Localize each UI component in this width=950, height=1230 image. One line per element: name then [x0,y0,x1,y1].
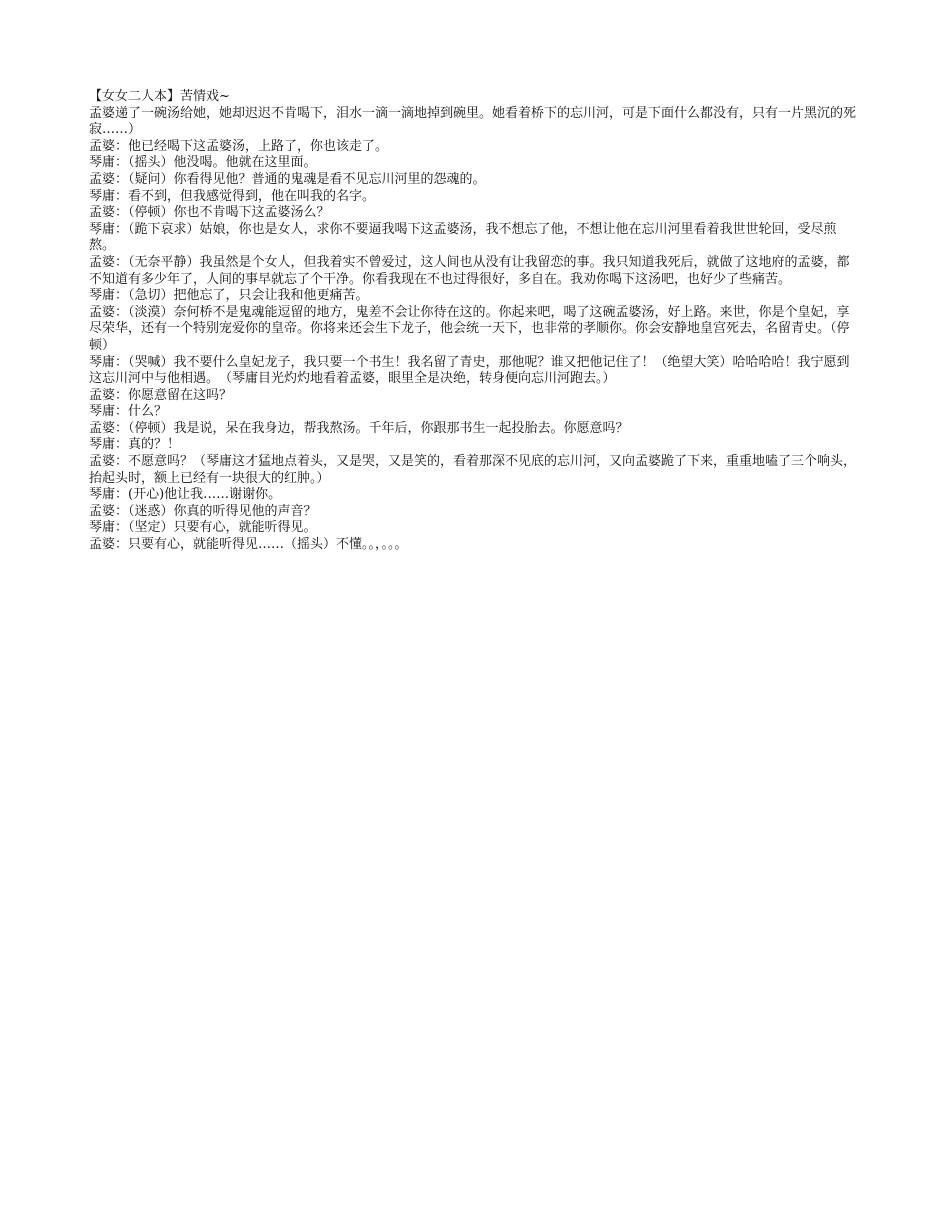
script-line: 孟婆：（淡漠）奈何桥不是鬼魂能逗留的地方，鬼差不会让你待在这的。你起来吧，喝了这碗孟婆汤，好上路。来世，你是个皇妃，享尽荣华，还有一个特别宠爱你的皇帝。你将来还会生下龙子，他会统一天下，也非常的孝顺你。你会安静地皇宫死去，名留青史。（停顿） [89,304,850,353]
script-line: 孟婆：他已经喝下这孟婆汤，上路了，你也该走了。 [89,138,389,154]
script-line: 琴庸：什么？ [89,404,168,420]
script-line: 孟婆：不愿意吗？（琴庸这才猛地点着头，又是哭，又是笑的，看着那深不见底的忘川河，又向孟婆跪了下来，重重地嗑了三个响头，抬起头时，额上已经有一块很大的红肿。） [89,454,857,486]
script-line: 孟婆递了一碗汤给她，她却迟迟不肯喝下，泪水一滴一滴地掉到碗里。她看着桥下的忘川河，可是下面什么都没有，只有一片黑沉的死寂……） [89,105,857,138]
script-line: 琴庸：（急切）把他忘了，只会让我和他更痛苦。 [89,288,369,304]
document-title: 【女女二人本】苦情戏~ [89,89,230,104]
script-line: 孟婆：（停顿）你也不肯喝下这孟婆汤么？ [89,205,330,221]
script-line: 孟婆：（无奈平静）我虽然是个女人，但我着实不曾爱过，这人间也从没有让我留恋的事。我只知道我死后，就做了这地府的孟婆，都不知道有多少年了，人间的事早就忘了个干净。你看我现在不也过得很好，多自在。我劝你喝下这汤吧，也好少了些痛苦。 [89,254,850,287]
script-line: 琴庸：（坚定）只要有心，就能听得见。 [89,520,317,536]
script-line: 琴庸：真的？！ [89,437,181,453]
script-line: 孟婆：（疑问）你看得见他？普通的鬼魂是看不见忘川河里的怨魂的。 [89,171,486,187]
script-line: 孟婆：（迷惑）你真的听得见他的声音？ [89,503,317,519]
script-line: 琴庸：（摇头）他没喝。他就在这里面。 [89,155,317,171]
script-line: 孟婆：你愿意留在这吗？ [89,387,233,403]
script-line: 孟婆：只要有心，就能听得见……（摇头）不懂。。，。。。 [89,537,408,553]
script-document [89,89,859,554]
script-line: 琴庸：(开心)他让我……谢谢你。 [89,487,282,503]
script-line: 琴庸：（哭喊）我不要什么皇妃龙子，我只要一个书生！我名留了青史，那他呢？谁又把他记住了！（绝望大笑）哈哈哈哈！我宁愿到这忘川河中与他相遇。 （琴庸目光灼灼地看着孟婆，眼里全是决绝，转身便向忘川河跑去。） [89,354,850,387]
script-line: 孟婆：（停顿）我是说，呆在我身边，帮我熬汤。千年后，你跟那书生一起投胎去。你愿意吗？ [89,420,629,436]
script-line: 琴庸：（跪下哀求）姑娘，你也是女人，求你不要逼我喝下这孟婆汤，我不想忘了他，不想让他在忘川河里看着我世世轮回，受尽煎熬。 [89,221,837,254]
script-line: 琴庸：看不到，但我感觉得到，他在叫我的名字。 [89,188,376,204]
